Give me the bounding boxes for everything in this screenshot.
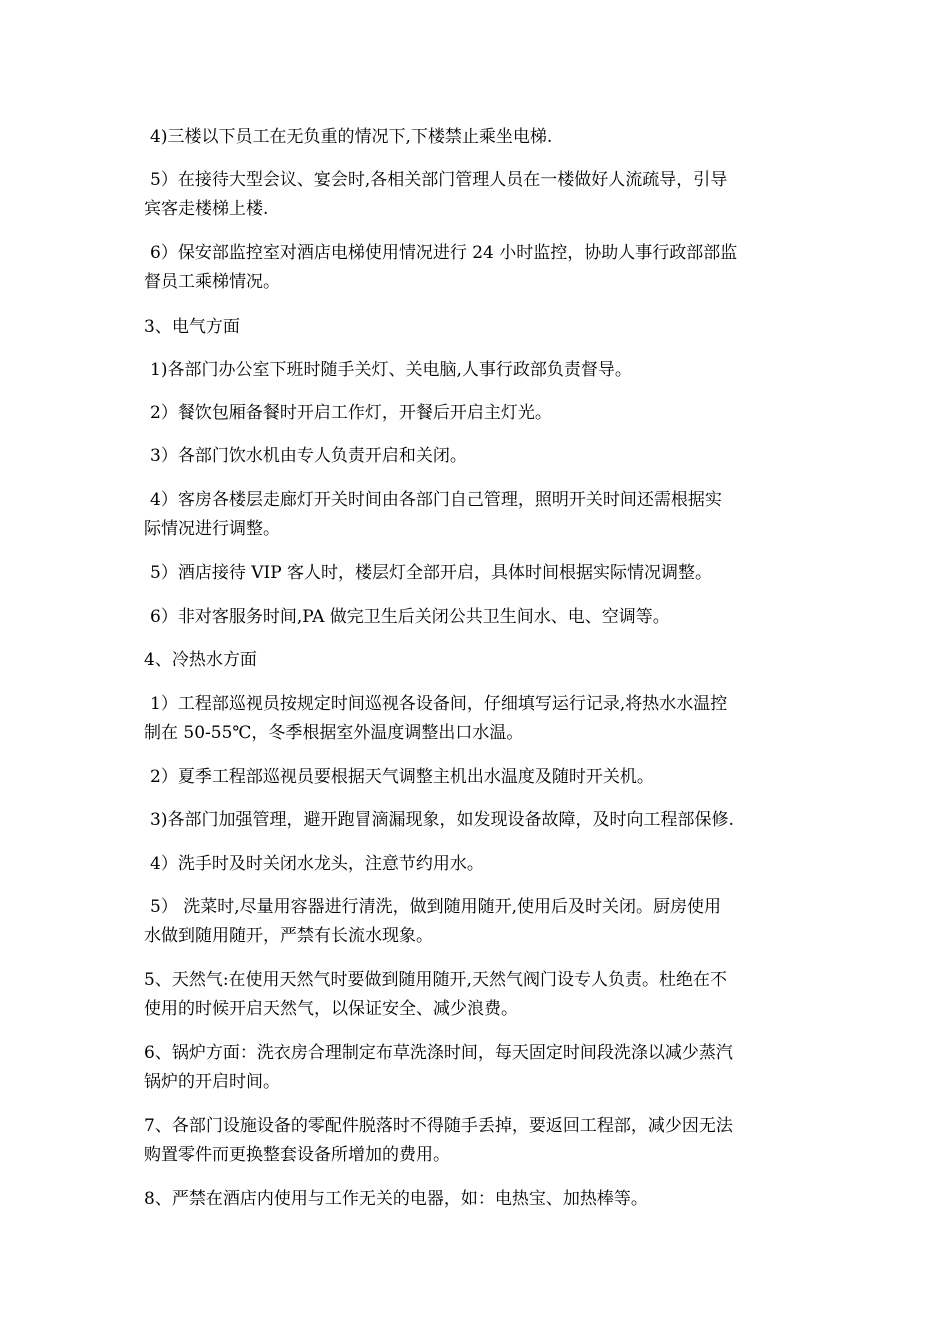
section-spare-parts: 7、各部门设施设备的零配件脱落时不得随手丢掉，要返回工程部，减少因无法 [144, 1116, 733, 1136]
rule-water-1: 1）工程部巡视员按规定时间巡视各设备间，仔细填写运行记录,将热水水温控 [150, 694, 728, 714]
rule-water-4: 4）洗手时及时关闭水龙头，注意节约用水。 [150, 854, 484, 874]
rule-elevator-5-cont: 宾客走楼梯上楼. [144, 199, 269, 219]
rule-water-5: 5） 洗菜时,尽量用容器进行清洗，做到随用随开,使用后及时关闭。厨房使用 [150, 897, 722, 917]
rule-water-1-cont: 制在 50-55℃，冬季根据室外温度调整出口水温。 [144, 723, 524, 743]
section-gas-cont: 使用的时候开启天然气，以保证安全、减少浪费。 [144, 999, 518, 1019]
rule-electrical-4: 4）客房各楼层走廊灯开关时间由各部门自己管理，照明开关时间还需根据实 [150, 490, 722, 510]
section-spare-parts-cont: 购置零件而更换整套设备所增加的费用。 [144, 1145, 450, 1165]
section-gas: 5、天然气:在使用天然气时要做到随用随开,天然气阀门设专人负责。杜绝在不 [144, 970, 727, 990]
rule-elevator-4: 4)三楼以下员工在无负重的情况下,下楼禁止乘坐电梯. [150, 127, 553, 147]
rule-water-3: 3)各部门加强管理，避开跑冒滴漏现象，如发现设备故障，及时向工程部保修. [150, 810, 734, 830]
rule-water-2: 2）夏季工程部巡视员要根据天气调整主机出水温度及随时开关机。 [150, 767, 654, 787]
rule-water-5-cont: 水做到随用随开，严禁有长流水现象。 [144, 926, 433, 946]
rule-elevator-5: 5）在接待大型会议、宴会时,各相关部门管理人员在一楼做好人流疏导，引导 [150, 170, 728, 190]
rule-elevator-6-cont: 督员工乘梯情况。 [144, 272, 280, 292]
rule-elevator-6: 6）保安部监控室对酒店电梯使用情况进行 24 小时监控，协助人事行政部部监 [150, 243, 738, 263]
section-boiler: 6、锅炉方面：洗衣房合理制定布草洗涤时间，每天固定时间段洗涤以减少蒸汽 [144, 1043, 733, 1063]
section-boiler-cont: 锅炉的开启时间。 [144, 1072, 280, 1092]
rule-electrical-2: 2）餐饮包厢备餐时开启工作灯，开餐后开启主灯光。 [150, 403, 552, 423]
rule-electrical-1: 1)各部门办公室下班时随手关灯、关电脑,人事行政部负责督导。 [150, 360, 632, 380]
rule-electrical-3: 3）各部门饮水机由专人负责开启和关闭。 [150, 446, 467, 466]
rule-electrical-4-cont: 际情况进行调整。 [144, 519, 280, 539]
section-heading-electrical: 3、电气方面 [144, 317, 240, 337]
rule-electrical-5: 5）酒店接待 VIP 客人时，楼层灯全部开启，具体时间根据实际情况调整。 [150, 563, 713, 583]
rule-electrical-6: 6）非对客服务时间,PA 做完卫生后关闭公共卫生间水、电、空调等。 [150, 607, 670, 627]
section-heading-water: 4、冷热水方面 [144, 650, 257, 670]
section-appliances: 8、严禁在酒店内使用与工作无关的电器，如：电热宝、加热棒等。 [144, 1189, 648, 1209]
